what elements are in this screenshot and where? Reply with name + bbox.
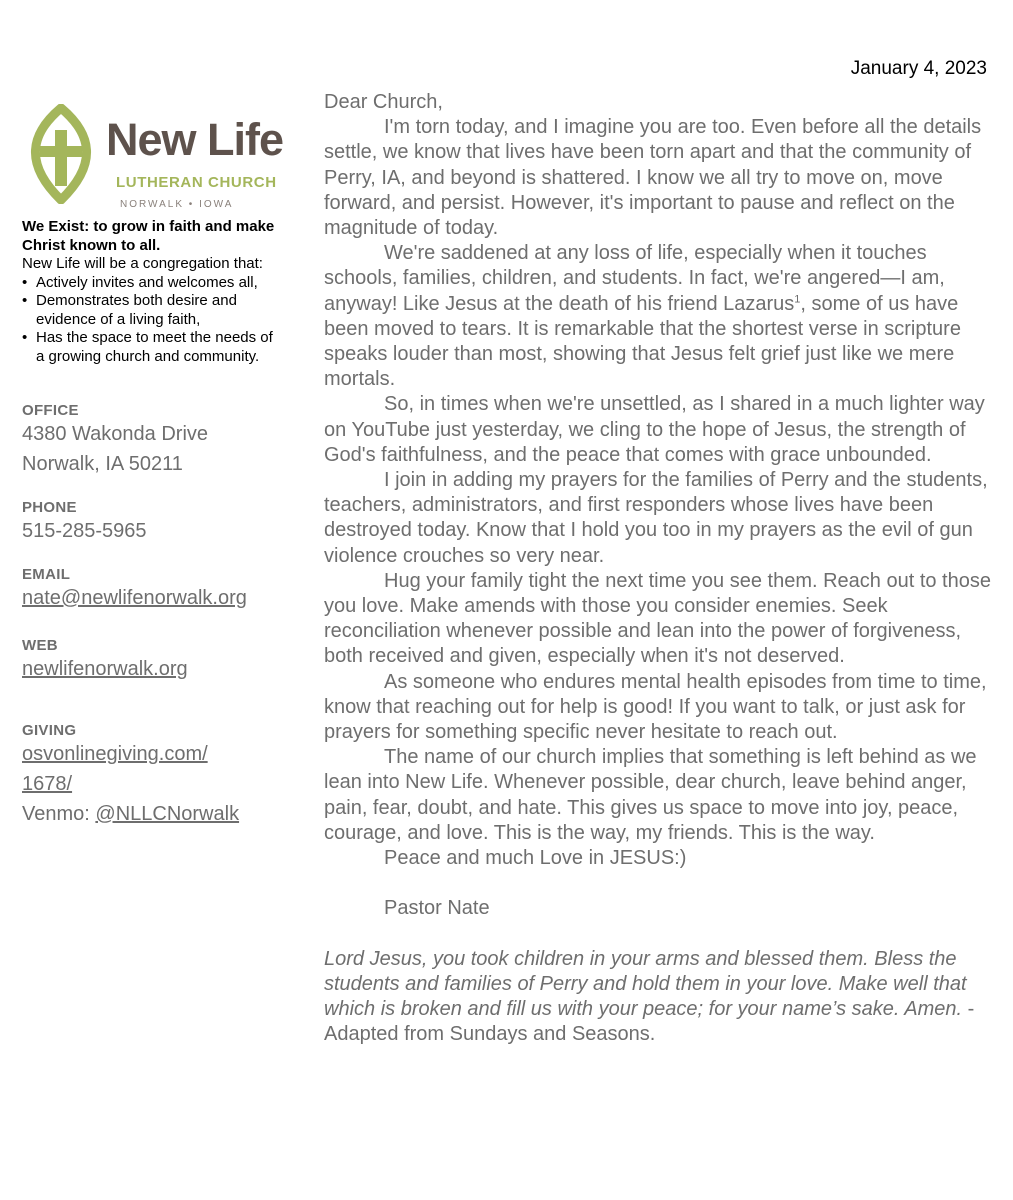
- email-label: EMAIL: [22, 566, 71, 583]
- paragraph-text: We're saddened at any loss of life, especially when it touches schools, families, children, and students. In fact, we're angered—I am, anyway! Like Jesus at the death of his friend Lazarus: [324, 242, 945, 315]
- logo-location: NORWALK • IOWA: [120, 199, 234, 210]
- prayer-text: Lord Jesus, you took children in your arms and blessed them. Bless the students and families of Perry and hold them in your love. Make well that which is broken and fill us with your peace; for your name’s sake. Amen.: [324, 947, 967, 1021]
- mission-block: [22, 218, 284, 366]
- office-address-line2: Norwalk, IA 50211: [22, 453, 183, 475]
- letter-body: [324, 90, 994, 1048]
- contact-block: [22, 402, 284, 829]
- signature: Pastor Nate: [384, 897, 490, 920]
- salutation: Dear Church,: [324, 91, 443, 113]
- venmo-label: Venmo:: [22, 803, 96, 825]
- footnote-marker: 1: [794, 292, 801, 305]
- spacer: [324, 871, 994, 896]
- letter-paragraph: [324, 241, 994, 392]
- giving-label: GIVING: [22, 722, 77, 739]
- phone-label: PHONE: [22, 499, 77, 516]
- office-label: OFFICE: [22, 402, 79, 419]
- letter-paragraph: As someone who endures mental health episodes from time to time, know that reaching out for help is good! If you want to talk, or just ask for prayers for something specific never hesitate to reach out.: [324, 670, 987, 744]
- logo-wordmark: New Life: [106, 114, 284, 165]
- sidebar: [22, 104, 284, 829]
- letter-paragraph: I'm torn today, and I imagine you are too. Even before all the details settle, we know that lives have been torn apart and that the community of Perry, IA, and beyond is shattered. I know we all try to move on, move forward, and persist. However, it's important to pause and reflect on the magnitude of today.: [324, 116, 982, 240]
- mission-list: [22, 274, 284, 367]
- prayer: [324, 947, 994, 1048]
- letter-paragraph: The name of our church implies that something is left behind as we lean into New Life. Whenever possible, dear church, leave behind anger, pain, fear, doubt, and hate. This gives us space to move into joy, peace, courage, and love. This is the way, my friends. This is the way.: [324, 746, 977, 844]
- phone-number[interactable]: 515-285-5965: [22, 520, 147, 542]
- letter-paragraph: So, in times when we're unsettled, as I shared in a much lighter way on YouTube just yesterday, we cling to the hope of Jesus, the strength of God's faithfulness, and the peace that comes with grace unbounded.: [324, 393, 985, 466]
- church-logo: [22, 104, 284, 212]
- web-label: WEB: [22, 637, 58, 654]
- giving-link-line1[interactable]: osvonlinegiving.com/: [22, 743, 208, 765]
- cross-leaf-icon: [22, 104, 100, 204]
- logo-subtitle: LUTHERAN CHURCH: [116, 174, 277, 191]
- paragraph-text: , some of us have been moved to tears. It is remarkable that the shortest verse in scripture speaks louder than most, showing that Jesus felt grief just like we mere mortals.: [324, 292, 961, 391]
- web-link[interactable]: newlifenorwalk.org: [22, 658, 188, 680]
- venmo-link[interactable]: @NLLCNorwalk: [95, 803, 240, 825]
- email-link[interactable]: nate@newlifenorwalk.org: [22, 587, 247, 609]
- spacer: [324, 922, 994, 947]
- venmo-line: [22, 799, 284, 829]
- mission-bullet: • Actively invites and welcomes all,: [22, 274, 284, 293]
- prayer-source: -Adapted from Sundays and Seasons.: [324, 998, 975, 1046]
- letter-paragraph: I join in adding my prayers for the families of Perry and the students, teachers, administrators, and first responders whose lives have been destroyed today. Know that I hold you too in my prayers as the evil of gun violence crouches so very near.: [324, 469, 988, 567]
- mission-intro: New Life will be a congregation that:: [22, 255, 263, 272]
- letter-date: January 4, 2023: [850, 58, 987, 79]
- mission-statement: We Exist: to grow in faith and make Christ known to all.: [22, 218, 275, 254]
- giving-link-line2[interactable]: 1678/: [22, 773, 73, 795]
- closing: Peace and much Love in JESUS:): [384, 847, 687, 870]
- mission-bullet: • Has the space to meet the needs of a growing church and community.: [22, 329, 284, 366]
- office-address-line1: 4380 Wakonda Drive: [22, 423, 209, 445]
- letter-paragraph: Hug your family tight the next time you see them. Reach out to those you love. Make amends with those you consider enemies. Seek reconciliation whenever possible and lean into the power of forgiveness, both received and given, especially when it's not deserved.: [324, 569, 991, 668]
- mission-bullet: • Demonstrates both desire and evidence of a living faith,: [22, 292, 284, 329]
